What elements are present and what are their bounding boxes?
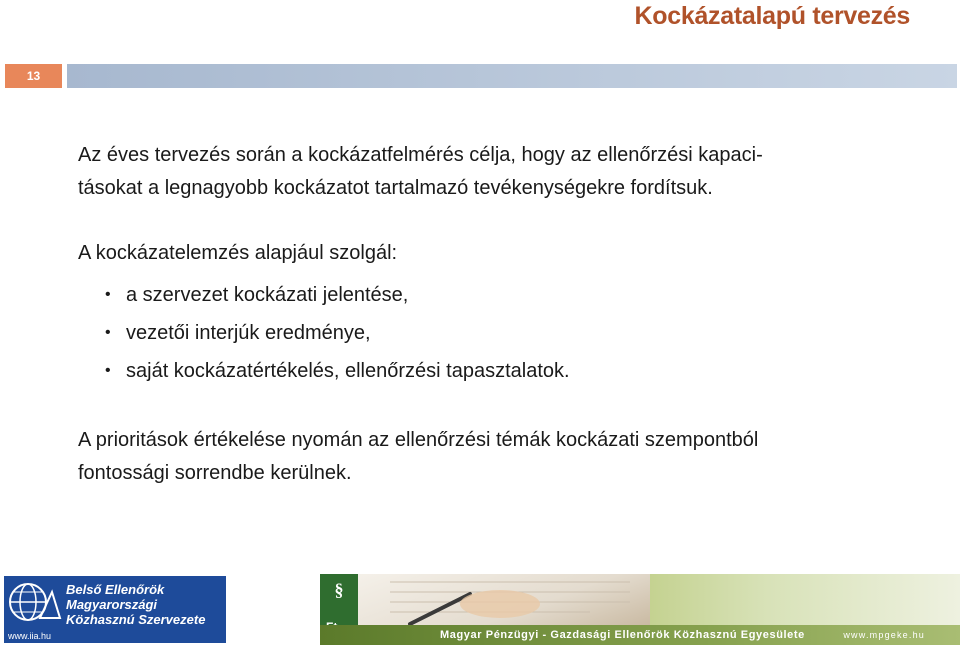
iia-url[interactable]: www.iia.hu [8,631,52,641]
bullet-icon: • [105,362,111,379]
basis-heading: A kockázatelemzés alapjául szolgál: [78,242,398,264]
slide-title: Kockázatalapú tervezés [634,2,910,30]
mpgeke-name: Magyar Pénzügyi - Gazdasági Ellenőrök Közhasznú Egyesülete [440,629,805,641]
slide-number: 13 [5,64,62,88]
document-photo [350,574,650,629]
bullet-icon: • [105,286,111,303]
list-item: • vezetői interjúk eredménye, [78,314,918,352]
header-bar [67,64,957,88]
mpgeke-url[interactable]: www.mpgeke.hu [843,630,925,640]
intro-line-1: Az éves tervezés során a kockázatfelmérés célja, hogy az ellenőrzési kapaci- [78,144,763,166]
footer [0,574,960,645]
slide-content [78,139,918,490]
list-item: • saját kockázatértékelés, ellenőrzési tapasztalatok. [78,352,918,390]
intro-line-2: tásokat a legnagyobb kockázatot tartalmazó tevékenységekre fordítsuk. [78,177,713,199]
iia-logo[interactable] [4,576,226,643]
bullet-icon: • [105,324,111,341]
conclusion-line-1: A prioritások értékelése nyomán az ellenőrzési témák kockázati szempontból [78,429,759,451]
conclusion-line-2: fontossági sorrendbe kerülnek. [78,462,352,484]
list-item: • a szervezet kockázati jelentése, [78,276,918,314]
globe-icon [6,578,62,628]
basis-list [78,276,918,390]
section-sign-icon [320,574,358,624]
pen-icon [350,574,650,629]
conclusion-paragraph [78,424,918,490]
intro-paragraph [78,139,918,205]
mpgeke-banner[interactable] [320,574,960,645]
iia-logo-text: Belső Ellenőrök Magyarországi Közhasznú Szervezete [66,582,206,627]
svg-text:§: § [334,580,344,600]
